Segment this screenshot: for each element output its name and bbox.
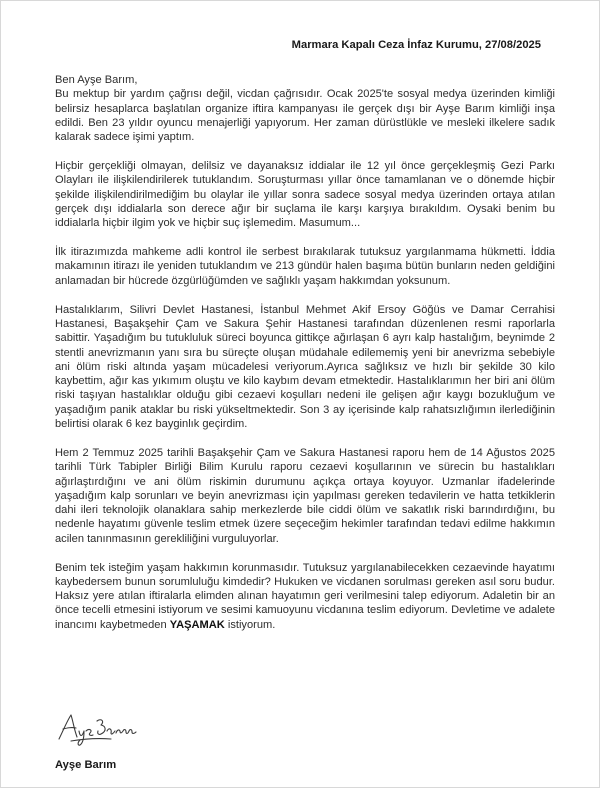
handwritten-signature <box>53 709 163 747</box>
request-end: istiyorum. <box>224 618 276 631</box>
salutation: Ben Ayşe Barım, <box>55 74 138 86</box>
paragraph-reports: Hem 2 Temmuz 2025 tarihli Başakşehir Çam ve Sakura Hastanesi raporu hem de 14 Ağustos 2025 tarihli Türk Tabipler Birliği Bilim Kurulu raporu cezaevi koşullarının ve sürecin bu hastalıkları ağırlaştırdığını ve ani ölüm riskimin durumunu açıkça ortaya koyuyor. Uzmanlar ifadelerinde yaşadığım kalp sorunları ve beyin anevrizması için yapılması gereken tedavilerin ve hatta tetkiklerin dahi ileri teknolojik olanaklara sahip merkezlerde bile ciddi ölüm ve sakatlık riski barındırdığını, bu nedenle hayatımı güvenle teslim etmek üzere seçeceğim hekimler tarafından tedavi edilme hakkımın acilen tanınmasının gerekliliğini vurguluyorlar. <box>55 446 555 545</box>
request-text: Benim tek isteğim yaşam hakkımın korunmasıdır. Tutuksuz yargılanabilecekken cezaevinde hayatımı kaybedersem bunun sorumluluğu kimdedir? Hukuken ve vicdanen sorulması gereken asıl soru budur. Haksız yere atılan iftiralarla elimden alınan hayatımın geri verilmesini talep ediyorum. Adaletin bir an önce tecelli etmesini istiyorum ve sesimi kamuoyunu vicdanına teslim ediyorum. Devletime ve adalete inancımı kaybetmeden <box>55 561 555 631</box>
paragraph-detention: İlk itirazımızda mahkeme adli kontrol ile serbest bırakılarak tutuksuz yargılanmama hükmetti. İddia makamının itirazı ile yeniden tutuklandım ve 213 gündür halen başıma bütün bunların neden geldiğini anlamadan bir hücrede özgürlüğümden ve sağlıklı yaşam hakkımdan yoksunum. <box>55 246 555 287</box>
emphasis-yasamak: YAŞAMAK <box>169 618 225 631</box>
letter-body <box>55 73 555 647</box>
paragraph-health: Hastalıklarım, Silivri Devlet Hastanesi, İstanbul Mehmet Akif Ersoy Göğüs ve Damar Cerrahisi Hastanesi, Başakşehir Çam ve Sakura Şehir Hastanesi tarafından düzenlenen resmi raporlarla sabittir. Yaşadığım bu tutukluluk süreci boyunca gittikçe ağırlaşan 6 ayrı kalp hastalığım, beynimde 2 stentli anevrizmanın yanı sıra bu süreçte oluşan müdahale edilememiş yeni bir anevrizma sebebiyle ani ölüm riski altında yaşam mücadelesi veriyorum.Ayrıca sağlıksız ve hızlı bir şekilde 30 kilo kaybettim, ağır kas yıkımım oluştu ve kilo kaybım devam etmektedir. Hastalıklarımın her biri ani ölüm riski taşıyan hastalıklar olduğu gibi cezaevi koşulları nedeni ile gelişen ağır kaygı bozukluğum ve yaşadığım panik ataklar bu riski yükseltmektedir. Son 3 ay içerisinde kalp rahatsızlığımın ilerlediğinin belirtisi olarak 6 kez bayginlık geçirdim. <box>55 303 555 431</box>
place-date-header: Marmara Kapalı Ceza İnfaz Kurumu, 27/08/2025 <box>291 39 541 51</box>
paragraph-request <box>55 561 555 632</box>
paragraph-intro: Bu mektup bir yardım çağrısı değil, vicdan çağrısıdır. Ocak 2025'te sosyal medya üzerinden kimliği belirsiz hesaplarca başlatılan organize iftira kampanyası ile gerçek dışı bir Ayşe Barım kimliği inşa edildi. Ben 23 yıldır oyuncu menajerliği yapıyorum. Her zaman dürüstlükle ve mesleki ilkelere sadık kalarak sadece işimi yaptım. <box>55 88 555 144</box>
paragraph-accusation: Hiçbir gerçekliği olmayan, delilsiz ve dayanaksız iddialar ile 12 yıl önce gerçekleşmiş Gezi Parkı Olayları ile ilişkilendirilerek tutuklandım. Soruşturması yıllar önce tamamlanan ve o dönemde hiçbir şekilde ilişkilendirilmediğim bu olaylar ile yıllar sonra sadece sosyal medya üzerinden ortaya atılan gerçek dışı iddialarla son derece ağır bir suçlama ile karşı karşıya bırakıldım. Oysaki benim bu iddialarla hiçbir ilgim yok ve hiçbir suç işlemedim. Masumum... <box>55 160 555 230</box>
signature-name: Ayşe Barım <box>55 759 117 771</box>
